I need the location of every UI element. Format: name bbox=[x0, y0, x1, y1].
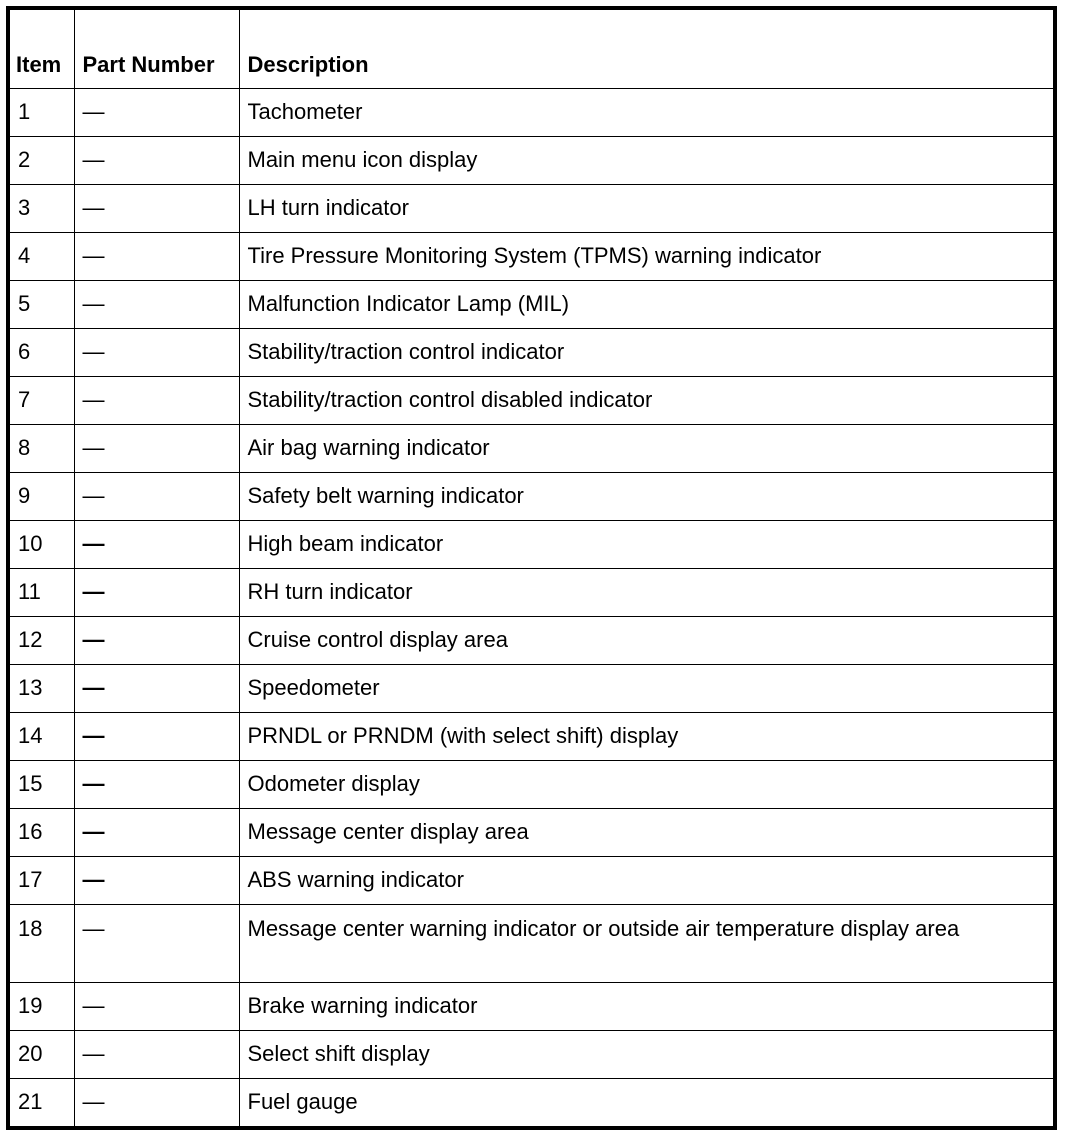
description: Stability/traction control disabled indicator bbox=[239, 376, 1053, 424]
table-row bbox=[10, 184, 1053, 232]
part-number: — bbox=[74, 520, 239, 568]
table-row bbox=[10, 760, 1053, 808]
part-number: — bbox=[74, 376, 239, 424]
table-row bbox=[10, 136, 1053, 184]
item-number: 9 bbox=[10, 472, 74, 520]
item-number: 4 bbox=[10, 232, 74, 280]
description: Safety belt warning indicator bbox=[239, 472, 1053, 520]
description: Air bag warning indicator bbox=[239, 424, 1053, 472]
description: Odometer display bbox=[239, 760, 1053, 808]
description: Stability/traction control indicator bbox=[239, 328, 1053, 376]
table-row bbox=[10, 376, 1053, 424]
part-number: — bbox=[74, 88, 239, 136]
item-number: 7 bbox=[10, 376, 74, 424]
item-number: 12 bbox=[10, 616, 74, 664]
description: RH turn indicator bbox=[239, 568, 1053, 616]
table-row bbox=[10, 982, 1053, 1030]
description: Message center display area bbox=[239, 808, 1053, 856]
part-number: — bbox=[74, 1030, 239, 1078]
description: PRNDL or PRNDM (with select shift) display bbox=[239, 712, 1053, 760]
item-number: 2 bbox=[10, 136, 74, 184]
part-number: — bbox=[74, 808, 239, 856]
description: Message center warning indicator or outside air temperature display area bbox=[239, 904, 1053, 982]
description: Speedometer bbox=[239, 664, 1053, 712]
item-number: 1 bbox=[10, 88, 74, 136]
part-number: — bbox=[74, 472, 239, 520]
part-number: — bbox=[74, 568, 239, 616]
table-row bbox=[10, 616, 1053, 664]
table-row bbox=[10, 280, 1053, 328]
table-row bbox=[10, 1030, 1053, 1078]
item-number: 3 bbox=[10, 184, 74, 232]
part-number: — bbox=[74, 328, 239, 376]
table-row bbox=[10, 472, 1053, 520]
header-description: Description bbox=[239, 10, 1053, 88]
part-number: — bbox=[74, 424, 239, 472]
item-number: 10 bbox=[10, 520, 74, 568]
header-item: Item bbox=[10, 10, 74, 88]
item-number: 17 bbox=[10, 856, 74, 904]
header-part-number: Part Number bbox=[74, 10, 239, 88]
table-row bbox=[10, 88, 1053, 136]
item-number: 6 bbox=[10, 328, 74, 376]
part-number: — bbox=[74, 760, 239, 808]
part-number: — bbox=[74, 664, 239, 712]
table-row bbox=[10, 568, 1053, 616]
table-row bbox=[10, 904, 1053, 982]
item-number: 11 bbox=[10, 568, 74, 616]
description: Fuel gauge bbox=[239, 1078, 1053, 1126]
item-number: 8 bbox=[10, 424, 74, 472]
item-number: 18 bbox=[10, 904, 74, 982]
parts-table bbox=[10, 10, 1053, 1126]
item-number: 13 bbox=[10, 664, 74, 712]
part-number: — bbox=[74, 982, 239, 1030]
part-number: — bbox=[74, 904, 239, 982]
table-row bbox=[10, 424, 1053, 472]
item-number: 15 bbox=[10, 760, 74, 808]
part-number: — bbox=[74, 616, 239, 664]
table-row bbox=[10, 856, 1053, 904]
description: Main menu icon display bbox=[239, 136, 1053, 184]
item-number: 5 bbox=[10, 280, 74, 328]
header-row bbox=[10, 10, 1053, 88]
description: High beam indicator bbox=[239, 520, 1053, 568]
part-number: — bbox=[74, 856, 239, 904]
table-row bbox=[10, 520, 1053, 568]
item-number: 19 bbox=[10, 982, 74, 1030]
part-number: — bbox=[74, 136, 239, 184]
table-row bbox=[10, 1078, 1053, 1126]
description: ABS warning indicator bbox=[239, 856, 1053, 904]
part-number: — bbox=[74, 712, 239, 760]
item-number: 21 bbox=[10, 1078, 74, 1126]
description: Malfunction Indicator Lamp (MIL) bbox=[239, 280, 1053, 328]
table-row bbox=[10, 328, 1053, 376]
table-row bbox=[10, 808, 1053, 856]
description: Tachometer bbox=[239, 88, 1053, 136]
part-number: — bbox=[74, 232, 239, 280]
description: Cruise control display area bbox=[239, 616, 1053, 664]
table-row bbox=[10, 712, 1053, 760]
item-number: 14 bbox=[10, 712, 74, 760]
part-number: — bbox=[74, 1078, 239, 1126]
item-number: 20 bbox=[10, 1030, 74, 1078]
part-number: — bbox=[74, 280, 239, 328]
table-row bbox=[10, 664, 1053, 712]
description: Tire Pressure Monitoring System (TPMS) warning indicator bbox=[239, 232, 1053, 280]
description: Select shift display bbox=[239, 1030, 1053, 1078]
parts-table-frame bbox=[6, 6, 1057, 1130]
part-number: — bbox=[74, 184, 239, 232]
item-number: 16 bbox=[10, 808, 74, 856]
table-row bbox=[10, 232, 1053, 280]
description: LH turn indicator bbox=[239, 184, 1053, 232]
description: Brake warning indicator bbox=[239, 982, 1053, 1030]
